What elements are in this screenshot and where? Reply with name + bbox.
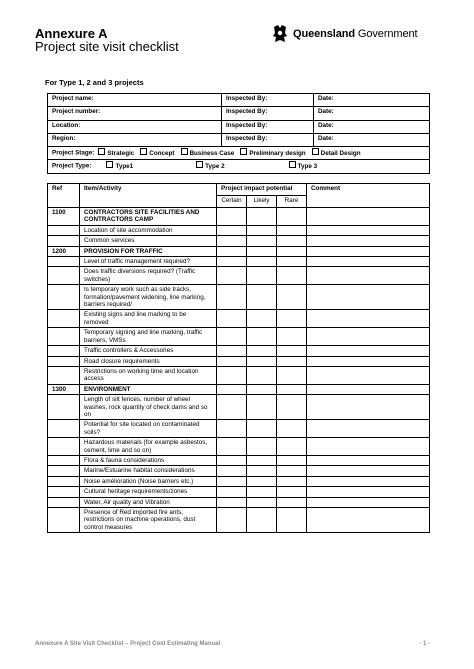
- comment-cell[interactable]: [307, 356, 430, 366]
- rare-cell[interactable]: [277, 487, 307, 497]
- rare-cell[interactable]: [277, 346, 307, 356]
- project-stage-row: [48, 147, 430, 160]
- rare-cell[interactable]: [277, 395, 307, 420]
- comment-cell[interactable]: [307, 466, 430, 476]
- item-cell: Level of traffic management required?: [80, 257, 217, 267]
- project-stage-row-label: Project Stage:: [52, 149, 95, 157]
- info-row: [48, 107, 430, 120]
- date-field[interactable]: Date:: [314, 133, 430, 146]
- comment-cell[interactable]: [307, 508, 430, 533]
- ref-cell: [48, 267, 80, 285]
- likely-cell[interactable]: [247, 508, 277, 533]
- rare-cell[interactable]: [277, 420, 307, 438]
- ref-cell: [48, 508, 80, 533]
- option-preliminary-design[interactable]: [240, 150, 305, 157]
- section-heading-row: [48, 208, 430, 226]
- checklist-row: [48, 285, 430, 310]
- likely-cell[interactable]: [247, 208, 277, 226]
- likely-cell[interactable]: [247, 236, 277, 246]
- checklist-row: [48, 366, 430, 384]
- checklist-row: [48, 438, 430, 456]
- date-field[interactable]: Date:: [314, 120, 430, 133]
- project-type-row-cell: [48, 160, 430, 173]
- likely-cell[interactable]: [247, 267, 277, 285]
- ref-cell: [48, 285, 80, 310]
- certain-cell[interactable]: [217, 455, 247, 465]
- page-number: - 1 -: [419, 641, 430, 647]
- ref-cell: [48, 476, 80, 486]
- item-cell: Water, Air quality and Vibration: [80, 497, 217, 507]
- footer-text: Annexure A Site Visit Checklist – Project Cost Estimating Manual: [35, 641, 221, 647]
- item-cell: Road closure requirements: [80, 356, 217, 366]
- comment-cell[interactable]: [307, 395, 430, 420]
- ref-cell: [48, 487, 80, 497]
- comment-cell[interactable]: [307, 497, 430, 507]
- ref-cell: [48, 420, 80, 438]
- comment-cell[interactable]: [307, 257, 430, 267]
- rare-cell[interactable]: [277, 466, 307, 476]
- likely-cell[interactable]: [247, 366, 277, 384]
- rare-cell[interactable]: [277, 455, 307, 465]
- rare-cell[interactable]: [277, 384, 307, 394]
- ref-cell: [48, 395, 80, 420]
- ref-header: Ref: [48, 184, 80, 208]
- ref-cell: [48, 310, 80, 328]
- checklist-row: [48, 420, 430, 438]
- logo-text: Queensland Government: [293, 28, 418, 40]
- option-label: Type 3: [297, 162, 318, 170]
- rare-cell[interactable]: [277, 508, 307, 533]
- item-cell: Common services: [80, 236, 217, 246]
- project-stage-row-cell: [48, 147, 430, 160]
- ref-cell: [48, 257, 80, 267]
- option-label: Preliminary design: [249, 149, 306, 157]
- impact-header: Project impact potential: [217, 184, 307, 196]
- rare-cell[interactable]: [277, 267, 307, 285]
- option-label: Type1: [115, 162, 134, 170]
- likely-cell[interactable]: [247, 476, 277, 486]
- rare-cell[interactable]: [277, 257, 307, 267]
- item-cell: Is temporary work such as side tracks, formation/pavement widening, line marking, barriers required/: [80, 285, 217, 310]
- ref-cell: [48, 438, 80, 456]
- ref-cell: [48, 236, 80, 246]
- item-cell: CONTRACTORS SITE FACILITIES AND CONTRACTORS CAMP: [80, 208, 217, 226]
- checklist-row: [48, 395, 430, 420]
- likely-cell[interactable]: [247, 487, 277, 497]
- certain-cell[interactable]: [217, 246, 247, 256]
- comment-cell[interactable]: [307, 208, 430, 226]
- likely-cell[interactable]: [247, 466, 277, 476]
- comment-cell[interactable]: [307, 346, 430, 356]
- option-label: Detail Design: [320, 149, 361, 157]
- checklist-row: [48, 455, 430, 465]
- item-cell: Temporary signing and line marking, traffic barriers, VMSs: [80, 328, 217, 346]
- likely-cell[interactable]: [247, 384, 277, 394]
- option-type1[interactable]: [106, 163, 133, 170]
- rare-cell[interactable]: [277, 328, 307, 346]
- item-cell: Length of silt fences, number of wheel washes, rock quantity of check dams and so on: [80, 395, 217, 420]
- comment-cell[interactable]: [307, 246, 430, 256]
- likely-cell[interactable]: [247, 285, 277, 310]
- checkbox-icon[interactable]: [98, 148, 105, 155]
- ref-cell: [48, 356, 80, 366]
- rare-cell[interactable]: [277, 246, 307, 256]
- checkbox-icon[interactable]: [181, 148, 188, 155]
- item-cell: Location of site accommodation: [80, 225, 217, 235]
- comment-cell[interactable]: [307, 236, 430, 246]
- certain-cell[interactable]: [217, 466, 247, 476]
- comment-cell[interactable]: [307, 366, 430, 384]
- likely-header: Likely: [247, 196, 277, 208]
- checklist-row: [48, 476, 430, 486]
- certain-cell[interactable]: [217, 328, 247, 346]
- info-row: [48, 120, 430, 133]
- option-label: Type 2: [205, 162, 225, 170]
- comment-cell[interactable]: [307, 310, 430, 328]
- rare-cell[interactable]: [277, 310, 307, 328]
- rare-cell[interactable]: [277, 497, 307, 507]
- likely-cell[interactable]: [247, 497, 277, 507]
- comment-cell[interactable]: [307, 420, 430, 438]
- item-header: Item/Activity: [80, 184, 217, 208]
- section-heading-row: [48, 246, 430, 256]
- item-cell: Traffic controllers & Accessories: [80, 346, 217, 356]
- likely-cell[interactable]: [247, 455, 277, 465]
- info-label[interactable]: Region:: [48, 133, 222, 146]
- item-cell: Hazardous materials (for example asbestos, cement, lime and so on): [80, 438, 217, 456]
- info-label[interactable]: Location:: [48, 120, 222, 133]
- comment-cell[interactable]: [307, 438, 430, 456]
- section-heading-row: [48, 384, 430, 394]
- item-cell: Restrictions on working time and location access: [80, 366, 217, 384]
- ref-cell: [48, 366, 80, 384]
- comment-cell[interactable]: [307, 455, 430, 465]
- certain-cell[interactable]: [217, 487, 247, 497]
- option-concept[interactable]: [140, 150, 174, 157]
- option-label: Business Case: [189, 149, 235, 157]
- certain-cell[interactable]: [217, 285, 247, 310]
- option-label: Strategic: [107, 149, 135, 157]
- certain-cell[interactable]: [217, 420, 247, 438]
- certain-cell[interactable]: [217, 267, 247, 285]
- certain-cell[interactable]: [217, 208, 247, 226]
- checkbox-icon[interactable]: [196, 161, 203, 168]
- rare-cell[interactable]: [277, 285, 307, 310]
- rare-cell[interactable]: [277, 438, 307, 456]
- likely-cell[interactable]: [247, 246, 277, 256]
- date-field[interactable]: Date:: [314, 94, 430, 107]
- item-cell: Marine/Estuarine habitat considerations: [80, 466, 217, 476]
- comment-cell[interactable]: [307, 285, 430, 310]
- certain-cell[interactable]: [217, 384, 247, 394]
- likely-cell[interactable]: [247, 225, 277, 235]
- checkbox-icon[interactable]: [140, 148, 147, 155]
- certain-cell[interactable]: [217, 225, 247, 235]
- rare-header: Rare: [277, 196, 307, 208]
- certain-cell[interactable]: [217, 497, 247, 507]
- rare-cell[interactable]: [277, 225, 307, 235]
- inspected-by-field[interactable]: Inspected By:: [222, 94, 314, 107]
- item-cell: Flora & fauna considerations: [80, 455, 217, 465]
- comment-cell[interactable]: [307, 487, 430, 497]
- comment-cell[interactable]: [307, 328, 430, 346]
- checkbox-icon[interactable]: [312, 148, 319, 155]
- ref-cell: 1300: [48, 384, 80, 394]
- likely-cell[interactable]: [247, 257, 277, 267]
- checklist-row: [48, 487, 430, 497]
- comment-cell[interactable]: [307, 476, 430, 486]
- checklist-row: [48, 225, 430, 235]
- comment-header: Comment: [307, 184, 430, 208]
- comment-cell[interactable]: [307, 267, 430, 285]
- item-cell: Cultural heritage requirements/zones: [80, 487, 217, 497]
- item-cell: Does traffic diversions required? (Traffic switches): [80, 267, 217, 285]
- likely-cell[interactable]: [247, 438, 277, 456]
- option-type-3[interactable]: [289, 163, 317, 170]
- header-row: [48, 184, 430, 196]
- likely-cell[interactable]: [247, 356, 277, 366]
- coat-of-arms-icon: [270, 24, 290, 44]
- comment-cell[interactable]: [307, 225, 430, 235]
- item-cell: ENVIRONMENT: [80, 384, 217, 394]
- date-field[interactable]: Date:: [314, 107, 430, 120]
- likely-cell[interactable]: [247, 310, 277, 328]
- certain-cell[interactable]: [217, 257, 247, 267]
- certain-cell[interactable]: [217, 395, 247, 420]
- certain-cell[interactable]: [217, 438, 247, 456]
- rare-cell[interactable]: [277, 476, 307, 486]
- project-type-row: [48, 160, 430, 173]
- project-info-table: [47, 93, 430, 174]
- checklist-row: [48, 267, 430, 285]
- checklist-row: [48, 356, 430, 366]
- ref-cell: [48, 346, 80, 356]
- certain-cell[interactable]: [217, 366, 247, 384]
- certain-cell[interactable]: [217, 356, 247, 366]
- certain-cell[interactable]: [217, 476, 247, 486]
- likely-cell[interactable]: [247, 328, 277, 346]
- inspected-by-field[interactable]: Inspected By:: [222, 120, 314, 133]
- info-row: [48, 94, 430, 107]
- ref-cell: [48, 328, 80, 346]
- checkbox-icon[interactable]: [289, 161, 296, 168]
- checklist-table: [47, 183, 430, 533]
- ref-cell: 1200: [48, 246, 80, 256]
- item-cell: Noise amélioration (Noise barriers etc.): [80, 476, 217, 486]
- checklist-row: [48, 346, 430, 356]
- ref-cell: [48, 466, 80, 476]
- item-cell: Potential for site located on contaminated soils?: [80, 420, 217, 438]
- certain-cell[interactable]: [217, 310, 247, 328]
- project-type-row-label: Project Type:: [52, 162, 92, 170]
- option-type-2[interactable]: [196, 163, 224, 170]
- info-label[interactable]: Project number:: [48, 107, 222, 120]
- checkbox-icon[interactable]: [106, 161, 113, 168]
- checklist-row: [48, 466, 430, 476]
- option-detail-design[interactable]: [312, 150, 361, 157]
- rare-cell[interactable]: [277, 208, 307, 226]
- ref-cell: [48, 455, 80, 465]
- info-row: [48, 133, 430, 146]
- option-strategic[interactable]: [98, 150, 134, 157]
- checklist-row: [48, 328, 430, 346]
- option-label: Concept: [149, 149, 175, 157]
- rare-cell[interactable]: [277, 356, 307, 366]
- item-cell: Presence of Red imported fire ants, restrictions on machine operations, dust control measures: [80, 508, 217, 533]
- page-subtitle: Project site visit checklist: [35, 39, 179, 54]
- comment-cell[interactable]: [307, 384, 430, 394]
- inspected-by-field[interactable]: Inspected By:: [222, 133, 314, 146]
- certain-cell[interactable]: [217, 236, 247, 246]
- certain-cell[interactable]: [217, 508, 247, 533]
- rare-cell[interactable]: [277, 236, 307, 246]
- item-cell: PROVISION FOR TRAFFIC: [80, 246, 217, 256]
- checkbox-icon[interactable]: [240, 148, 247, 155]
- likely-cell[interactable]: [247, 346, 277, 356]
- ref-cell: [48, 225, 80, 235]
- ref-cell: 1100: [48, 208, 80, 226]
- likely-cell[interactable]: [247, 395, 277, 420]
- item-cell: Existing signs and line marking to be removed: [80, 310, 217, 328]
- checklist-row: [48, 497, 430, 507]
- certain-cell[interactable]: [217, 346, 247, 356]
- inspected-by-field[interactable]: Inspected By:: [222, 107, 314, 120]
- certain-header: Certain: [217, 196, 247, 208]
- checklist-row: [48, 310, 430, 328]
- checklist-row: [48, 508, 430, 533]
- ref-cell: [48, 497, 80, 507]
- option-business-case[interactable]: [181, 150, 235, 157]
- page-title: Annexure A: [35, 26, 108, 41]
- likely-cell[interactable]: [247, 420, 277, 438]
- section-label: For Type 1, 2 and 3 projects: [45, 78, 144, 87]
- rare-cell[interactable]: [277, 366, 307, 384]
- checklist-row: [48, 236, 430, 246]
- queensland-government-logo: [270, 24, 417, 44]
- info-label[interactable]: Project name:: [48, 94, 222, 107]
- checklist-row: [48, 257, 430, 267]
